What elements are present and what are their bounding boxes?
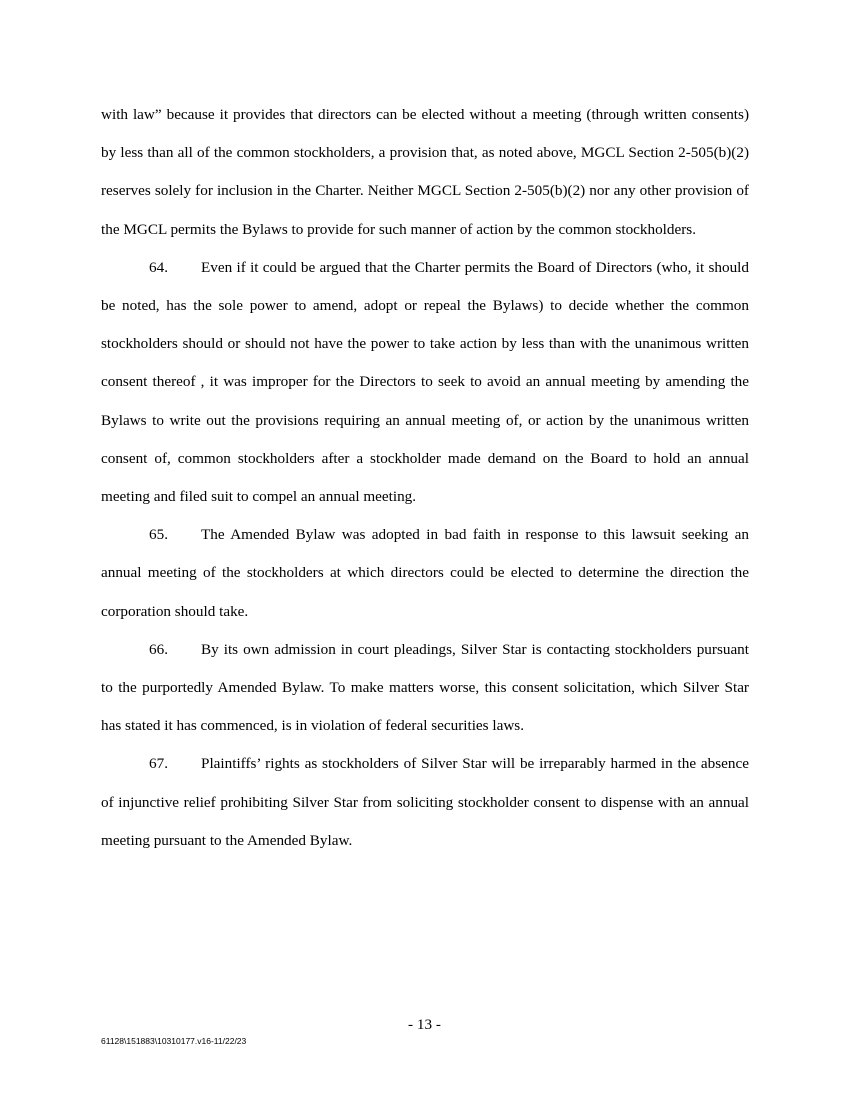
paragraph-text: By its own admission in court pleadings, Silver Star is contacting stockholders pursuant to the purportedly Amended Bylaw. To make matters worse, this consent solicitation, which Silver Star has stated it has commenced, is in violation of federal securities laws. xyxy=(101,640,749,735)
paragraph-64 xyxy=(101,249,749,516)
paragraph-67 xyxy=(101,745,749,860)
paragraph-65 xyxy=(101,516,749,631)
paragraph-66 xyxy=(101,631,749,746)
paragraph-continuation xyxy=(101,96,749,249)
paragraph-text: The Amended Bylaw was adopted in bad faith in response to this lawsuit seeking an annual meeting of the stockholders at which directors could be elected to determine the direction the corporation should take. xyxy=(101,526,749,620)
paragraph-number: 66. xyxy=(149,640,168,658)
paragraph-text: with law” because it provides that directors can be elected without a meeting (through written consents) by less than all of the common stockholders, a provision that, as noted above, MGCL Section 2-505(b)(2) reserves solely for inclusion in the Charter. Neither MGCL Section 2-505(b)(2) nor any other provision of the MGCL permits the Bylaws to provide for such manner of action by the common stockholders. xyxy=(101,106,749,238)
paragraph-number: 67. xyxy=(149,755,168,773)
document-body xyxy=(101,96,749,860)
paragraph-number: 64. xyxy=(149,258,168,276)
paragraph-text: Plaintiffs’ rights as stockholders of Silver Star will be irreparably harmed in the absence of injunctive relief prohibiting Silver Star from soliciting stockholder consent to dispense with an annual meeting pursuant to the Amended Bylaw. xyxy=(101,755,749,849)
paragraph-number: 65. xyxy=(149,526,168,544)
document-id: 61128\151883\10310177.v16-11/22/23 xyxy=(101,1036,247,1046)
page-number: - 13 - xyxy=(408,1016,441,1033)
paragraph-text: Even if it could be argued that the Charter permits the Board of Directors (who, it should be noted, has the sole power to amend, adopt or repeal the Bylaws) to decide whether the common stockholders should or should not have the power to take action by less than with the unanimous written consent thereof , it was improper for the Directors to seek to avoid an annual meeting by amending the Bylaws to write out the provisions requiring an annual meeting of, or action by the unanimous written consent of, common stockholders after a stockholder made demand on the Board to hold an annual meeting and filed suit to compel an annual meeting. xyxy=(101,258,749,506)
